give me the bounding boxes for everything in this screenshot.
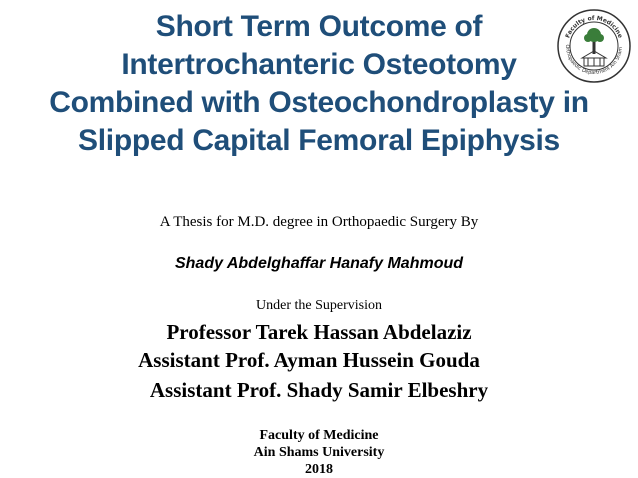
supervisor-1: Professor Tarek Hassan Abdelaziz	[166, 320, 472, 344]
university-name: Ain Shams University	[253, 445, 385, 460]
thesis-degree-line: A Thesis for M.D. degree in Orthopaedic Surgery By	[159, 214, 479, 230]
title-line-2: Intertrochanteric Osteotomy	[121, 48, 517, 81]
supervisor-2: Assistant Prof. Ayman Hussein Gouda	[138, 348, 480, 372]
thesis-title	[0, 8, 638, 160]
title-line-1: Short Term Outcome of	[155, 10, 483, 43]
seal-top-text: Faculty of Medicine	[564, 14, 624, 40]
faculty-name: Faculty of Medicine	[259, 428, 379, 443]
ain-shams-university-seal-icon	[556, 8, 632, 84]
supervisor-3: Assistant Prof. Shady Samir Elbeshry	[149, 378, 489, 402]
seal-bottom-text: Orthopaedic Department Ain Sham	[563, 44, 625, 77]
thesis-year: 2018	[305, 462, 333, 477]
title-line-4: Slipped Capital Femoral Epiphysis	[78, 124, 560, 157]
supervision-label: Under the Supervision	[256, 298, 382, 313]
title-line-3: Combined with Osteochondroplasty in	[49, 86, 589, 119]
author-name: Shady Abdelghaffar Hanafy Mahmoud	[174, 255, 464, 272]
